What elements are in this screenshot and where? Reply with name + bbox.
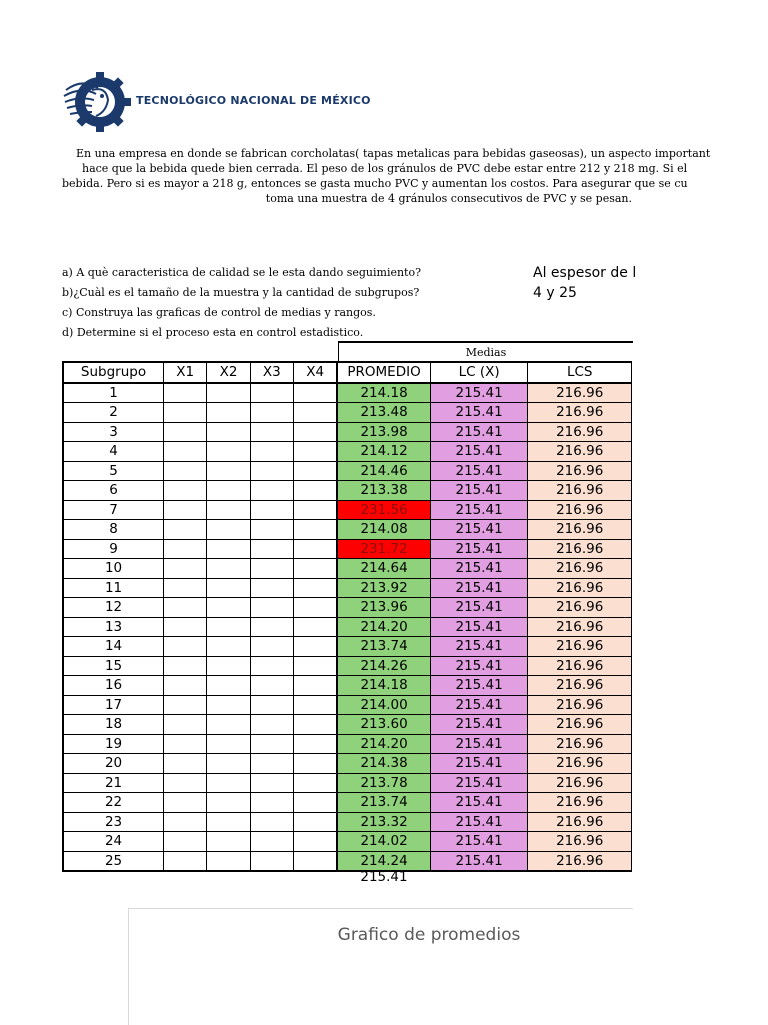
lcs-cell[interactable]: 216.96 — [528, 851, 632, 871]
x4-cell[interactable] — [294, 598, 338, 618]
x4-cell[interactable] — [294, 832, 338, 852]
x3-cell[interactable] — [250, 422, 293, 442]
x2-cell[interactable] — [207, 617, 250, 637]
x3-cell[interactable] — [250, 500, 293, 520]
promedio-cell[interactable]: 214.20 — [337, 617, 430, 637]
lc-cell[interactable]: 215.41 — [430, 520, 528, 540]
x1-cell[interactable] — [164, 461, 207, 481]
lc-cell[interactable]: 215.41 — [430, 656, 528, 676]
lcs-cell[interactable]: 216.96 — [528, 656, 632, 676]
x4-cell[interactable] — [294, 520, 338, 540]
lc-cell[interactable]: 215.41 — [430, 578, 528, 598]
table-row — [63, 754, 632, 774]
table-row — [63, 403, 632, 423]
x3-cell[interactable] — [250, 793, 293, 813]
problem-line: bebida. Pero si es mayor a 218 g, entonces se gasta mucho PVC y aumentan los costos. Para asegurar que se cu — [62, 177, 688, 190]
promedio-cell[interactable]: 214.26 — [337, 656, 430, 676]
x3-cell[interactable] — [250, 520, 293, 540]
x1-cell[interactable] — [164, 617, 207, 637]
x4-cell[interactable] — [294, 773, 338, 793]
lcs-cell[interactable]: 216.96 — [528, 461, 632, 481]
table-row — [63, 442, 632, 462]
x2-cell[interactable] — [207, 481, 250, 501]
subgrupo-cell[interactable]: 23 — [63, 812, 164, 832]
lcs-cell[interactable]: 216.96 — [528, 617, 632, 637]
table-row — [63, 637, 632, 657]
x1-cell[interactable] — [164, 734, 207, 754]
x2-cell[interactable] — [207, 754, 250, 774]
table-row — [63, 422, 632, 442]
x4-cell[interactable] — [294, 793, 338, 813]
question-c: c) Construya las graficas de control de medias y rangos. — [62, 306, 376, 319]
promedio-cell[interactable]: 214.20 — [337, 734, 430, 754]
lcs-cell[interactable]: 216.96 — [528, 539, 632, 559]
x1-cell[interactable] — [164, 656, 207, 676]
lc-cell[interactable]: 215.41 — [430, 617, 528, 637]
lcs-cell[interactable]: 216.96 — [528, 832, 632, 852]
lcs-cell[interactable]: 216.96 — [528, 695, 632, 715]
promedio-cell[interactable]: 231.56 — [337, 500, 430, 520]
subgrupo-cell[interactable]: 7 — [63, 500, 164, 520]
x1-cell[interactable] — [164, 812, 207, 832]
promedio-cell[interactable]: 214.38 — [337, 754, 430, 774]
promedio-cell[interactable]: 213.98 — [337, 422, 430, 442]
x4-cell[interactable] — [294, 461, 338, 481]
subgrupo-cell[interactable]: 12 — [63, 598, 164, 618]
table-row — [63, 773, 632, 793]
x1-cell[interactable] — [164, 832, 207, 852]
lcs-cell[interactable]: 216.96 — [528, 442, 632, 462]
subgrupo-cell[interactable]: 9 — [63, 539, 164, 559]
x4-cell[interactable] — [294, 715, 338, 735]
x1-cell[interactable] — [164, 559, 207, 579]
lc-cell[interactable]: 215.41 — [430, 559, 528, 579]
table-row — [63, 383, 632, 403]
x3-cell[interactable] — [250, 481, 293, 501]
lc-cell[interactable]: 215.41 — [430, 773, 528, 793]
question-b: b)¿Cuàl es el tamaño de la muestra y la cantidad de subgrupos? — [62, 286, 420, 299]
header-x2: X2 — [207, 362, 250, 383]
x2-cell[interactable] — [207, 676, 250, 696]
table-row — [63, 559, 632, 579]
x2-cell[interactable] — [207, 715, 250, 735]
x2-cell[interactable] — [207, 403, 250, 423]
x3-cell[interactable] — [250, 383, 293, 403]
gear-eagle-icon — [62, 68, 132, 136]
x3-cell[interactable] — [250, 715, 293, 735]
x4-cell[interactable] — [294, 481, 338, 501]
promedio-cell[interactable]: 214.08 — [337, 520, 430, 540]
header-x1: X1 — [164, 362, 207, 383]
x2-cell[interactable] — [207, 500, 250, 520]
x4-cell[interactable] — [294, 812, 338, 832]
x2-cell[interactable] — [207, 695, 250, 715]
x2-cell[interactable] — [207, 383, 250, 403]
x1-cell[interactable] — [164, 676, 207, 696]
subgrupo-cell[interactable]: 10 — [63, 559, 164, 579]
x2-cell[interactable] — [207, 422, 250, 442]
table-row — [63, 656, 632, 676]
subgrupo-cell[interactable]: 22 — [63, 793, 164, 813]
table-row — [63, 481, 632, 501]
lcs-cell[interactable]: 216.96 — [528, 559, 632, 579]
table-row — [63, 851, 632, 871]
lcs-cell[interactable]: 216.96 — [528, 598, 632, 618]
lc-cell[interactable]: 215.41 — [430, 422, 528, 442]
x1-cell[interactable] — [164, 773, 207, 793]
lc-cell[interactable]: 215.41 — [430, 481, 528, 501]
x1-cell[interactable] — [164, 442, 207, 462]
subgrupo-cell[interactable]: 18 — [63, 715, 164, 735]
x1-cell[interactable] — [164, 851, 207, 871]
x2-cell[interactable] — [207, 851, 250, 871]
x4-cell[interactable] — [294, 617, 338, 637]
chart-title: Grafico de promedios — [337, 925, 521, 945]
promedio-cell[interactable]: 213.74 — [337, 793, 430, 813]
x3-cell[interactable] — [250, 617, 293, 637]
x4-cell[interactable] — [294, 695, 338, 715]
x2-cell[interactable] — [207, 637, 250, 657]
x4-cell[interactable] — [294, 403, 338, 423]
answer-b[interactable]: 4 y 25 — [533, 285, 577, 301]
lc-cell[interactable]: 215.41 — [430, 461, 528, 481]
table-header-row — [63, 362, 632, 383]
subgrupo-cell[interactable]: 25 — [63, 851, 164, 871]
x1-cell[interactable] — [164, 598, 207, 618]
x2-cell[interactable] — [207, 578, 250, 598]
question-a: a) A què caracteristica de calidad se le esta dando seguimiento? — [62, 266, 421, 279]
lc-cell[interactable]: 215.41 — [430, 500, 528, 520]
table-row — [63, 461, 632, 481]
x4-cell[interactable] — [294, 442, 338, 462]
table-row — [63, 598, 632, 618]
chart-area[interactable] — [128, 908, 633, 1025]
x4-cell[interactable] — [294, 734, 338, 754]
x4-cell[interactable] — [294, 500, 338, 520]
problem-line: hace que la bebida quede bien cerrada. El peso de los gránulos de PVC debe estar entre 212 y 218 mg. Si el — [82, 162, 688, 175]
x1-cell[interactable] — [164, 539, 207, 559]
subgrupo-cell[interactable]: 6 — [63, 481, 164, 501]
x4-cell[interactable] — [294, 754, 338, 774]
problem-line: toma una muestra de 4 gránulos consecutivos de PVC y se pesan. — [265, 192, 632, 205]
x3-cell[interactable] — [250, 578, 293, 598]
x3-cell[interactable] — [250, 676, 293, 696]
subgrupo-cell[interactable]: 17 — [63, 695, 164, 715]
data-table-container — [62, 361, 632, 872]
x2-cell[interactable] — [207, 734, 250, 754]
x2-cell[interactable] — [207, 812, 250, 832]
lc-cell[interactable]: 215.41 — [430, 832, 528, 852]
x3-cell[interactable] — [250, 695, 293, 715]
table-row — [63, 715, 632, 735]
lcs-cell[interactable]: 216.96 — [528, 481, 632, 501]
subgrupo-cell[interactable]: 13 — [63, 617, 164, 637]
lc-cell[interactable]: 215.41 — [430, 754, 528, 774]
x1-cell[interactable] — [164, 715, 207, 735]
x1-cell[interactable] — [164, 481, 207, 501]
x1-cell[interactable] — [164, 520, 207, 540]
promedio-cell[interactable]: 213.96 — [337, 598, 430, 618]
x2-cell[interactable] — [207, 461, 250, 481]
x1-cell[interactable] — [164, 578, 207, 598]
x2-cell[interactable] — [207, 559, 250, 579]
promedio-cell[interactable]: 214.00 — [337, 695, 430, 715]
header-subgrupo: Subgrupo — [63, 362, 164, 383]
x2-cell[interactable] — [207, 793, 250, 813]
subgrupo-cell[interactable]: 8 — [63, 520, 164, 540]
x3-cell[interactable] — [250, 754, 293, 774]
question-d: d) Determine si el proceso esta en control estadistico. — [62, 326, 364, 339]
lc-cell[interactable]: 215.41 — [430, 539, 528, 559]
x3-cell[interactable] — [250, 773, 293, 793]
lcs-cell[interactable]: 216.96 — [528, 793, 632, 813]
x1-cell[interactable] — [164, 695, 207, 715]
lc-cell[interactable]: 215.41 — [430, 383, 528, 403]
subgrupo-cell[interactable]: 4 — [63, 442, 164, 462]
medias-group-header: Medias — [338, 341, 633, 363]
lc-cell[interactable]: 215.41 — [430, 442, 528, 462]
promedio-cell[interactable]: 213.74 — [337, 637, 430, 657]
answers-column — [533, 263, 637, 303]
subgrupo-cell[interactable]: 20 — [63, 754, 164, 774]
lc-cell[interactable]: 215.41 — [430, 812, 528, 832]
header-promedio: PROMEDIO — [337, 362, 430, 383]
x1-cell[interactable] — [164, 754, 207, 774]
lcs-cell[interactable]: 216.96 — [528, 578, 632, 598]
lcs-cell[interactable]: 216.96 — [528, 754, 632, 774]
x1-cell[interactable] — [164, 383, 207, 403]
x2-cell[interactable] — [207, 442, 250, 462]
promedio-cell[interactable]: 214.18 — [337, 676, 430, 696]
subgrupo-cell[interactable]: 5 — [63, 461, 164, 481]
x2-cell[interactable] — [207, 656, 250, 676]
x3-cell[interactable] — [250, 559, 293, 579]
lc-cell[interactable]: 215.41 — [430, 695, 528, 715]
lcs-cell[interactable]: 216.96 — [528, 676, 632, 696]
x4-cell[interactable] — [294, 559, 338, 579]
table-row — [63, 617, 632, 637]
lcs-cell[interactable]: 216.96 — [528, 773, 632, 793]
promedio-cell[interactable]: 213.32 — [337, 812, 430, 832]
x4-cell[interactable] — [294, 676, 338, 696]
subgrupo-cell[interactable]: 19 — [63, 734, 164, 754]
subgrupo-cell[interactable]: 3 — [63, 422, 164, 442]
promedio-cell[interactable]: 214.46 — [337, 461, 430, 481]
x2-cell[interactable] — [207, 832, 250, 852]
lcs-cell[interactable]: 216.96 — [528, 383, 632, 403]
subgrupo-cell[interactable]: 11 — [63, 578, 164, 598]
problem-line: En una empresa en donde se fabrican corcholatas( tapas metalicas para bebidas gaseosas), un aspecto important — [76, 147, 711, 160]
x3-cell[interactable] — [250, 598, 293, 618]
promedio-cell[interactable]: 213.38 — [337, 481, 430, 501]
lc-cell[interactable]: 215.41 — [430, 793, 528, 813]
lcs-cell[interactable]: 216.96 — [528, 715, 632, 735]
x3-cell[interactable] — [250, 637, 293, 657]
lcs-cell[interactable]: 216.96 — [528, 637, 632, 657]
lc-cell[interactable]: 215.41 — [430, 851, 528, 871]
lc-cell[interactable]: 215.41 — [430, 734, 528, 754]
table-row — [63, 832, 632, 852]
lcs-cell[interactable]: 216.96 — [528, 422, 632, 442]
table-body — [63, 383, 632, 872]
x4-cell[interactable] — [294, 851, 338, 871]
table-row — [63, 793, 632, 813]
x3-cell[interactable] — [250, 734, 293, 754]
lcs-cell[interactable]: 216.96 — [528, 734, 632, 754]
promedio-cell[interactable]: 214.02 — [337, 832, 430, 852]
promedio-cell[interactable]: 213.48 — [337, 403, 430, 423]
header-x3: X3 — [250, 362, 293, 383]
table-row — [63, 578, 632, 598]
x3-cell[interactable] — [250, 539, 293, 559]
answer-a[interactable]: Al espesor de l — [533, 265, 637, 281]
lcs-cell[interactable]: 216.96 — [528, 500, 632, 520]
x2-cell[interactable] — [207, 539, 250, 559]
table-row — [63, 734, 632, 754]
subgrupo-cell[interactable]: 24 — [63, 832, 164, 852]
promedio-cell[interactable]: 213.60 — [337, 715, 430, 735]
x1-cell[interactable] — [164, 793, 207, 813]
x4-cell[interactable] — [294, 422, 338, 442]
promedio-cell[interactable]: 214.18 — [337, 383, 430, 403]
x2-cell[interactable] — [207, 773, 250, 793]
table-row — [63, 539, 632, 559]
x3-cell[interactable] — [250, 851, 293, 871]
header-x4: X4 — [294, 362, 338, 383]
data-table — [62, 361, 632, 872]
x4-cell[interactable] — [294, 383, 338, 403]
x4-cell[interactable] — [294, 539, 338, 559]
table-row — [63, 676, 632, 696]
subgrupo-cell[interactable]: 21 — [63, 773, 164, 793]
x1-cell[interactable] — [164, 422, 207, 442]
promedio-cell[interactable]: 231.72 — [337, 539, 430, 559]
lc-cell[interactable]: 215.41 — [430, 676, 528, 696]
table-row — [63, 520, 632, 540]
promedio-cell[interactable]: 213.92 — [337, 578, 430, 598]
lc-cell[interactable]: 215.41 — [430, 598, 528, 618]
x3-cell[interactable] — [250, 656, 293, 676]
table-row — [63, 695, 632, 715]
x3-cell[interactable] — [250, 442, 293, 462]
subgrupo-cell[interactable]: 15 — [63, 656, 164, 676]
logo-text: TECNOLÓGICO NACIONAL DE MÉXICO — [136, 94, 371, 107]
problem-statement — [62, 146, 711, 206]
promedio-cell[interactable]: 214.12 — [337, 442, 430, 462]
questions-list — [62, 265, 421, 345]
lc-cell[interactable]: 215.41 — [430, 637, 528, 657]
x4-cell[interactable] — [294, 578, 338, 598]
subgrupo-cell[interactable]: 16 — [63, 676, 164, 696]
lcs-cell[interactable]: 216.96 — [528, 520, 632, 540]
x2-cell[interactable] — [207, 520, 250, 540]
x1-cell[interactable] — [164, 403, 207, 423]
lc-cell[interactable]: 215.41 — [430, 403, 528, 423]
x3-cell[interactable] — [250, 403, 293, 423]
x4-cell[interactable] — [294, 637, 338, 657]
x3-cell[interactable] — [250, 832, 293, 852]
table-row — [63, 500, 632, 520]
x2-cell[interactable] — [207, 598, 250, 618]
x3-cell[interactable] — [250, 461, 293, 481]
header-lcs: LCS — [528, 362, 632, 383]
subgrupo-cell[interactable]: 2 — [63, 403, 164, 423]
promedio-total[interactable]: 215.41 — [360, 869, 408, 885]
x3-cell[interactable] — [250, 812, 293, 832]
promedio-cell[interactable]: 213.78 — [337, 773, 430, 793]
x4-cell[interactable] — [294, 656, 338, 676]
lcs-cell[interactable]: 216.96 — [528, 812, 632, 832]
x1-cell[interactable] — [164, 637, 207, 657]
promedio-cell[interactable]: 214.24 — [337, 851, 430, 871]
lc-cell[interactable]: 215.41 — [430, 715, 528, 735]
x1-cell[interactable] — [164, 500, 207, 520]
promedio-cell[interactable]: 214.64 — [337, 559, 430, 579]
header-lc: LC (X) — [430, 362, 528, 383]
subgrupo-cell[interactable]: 1 — [63, 383, 164, 403]
table-row — [63, 812, 632, 832]
lcs-cell[interactable]: 216.96 — [528, 403, 632, 423]
tecnm-logo — [62, 68, 371, 136]
subgrupo-cell[interactable]: 14 — [63, 637, 164, 657]
